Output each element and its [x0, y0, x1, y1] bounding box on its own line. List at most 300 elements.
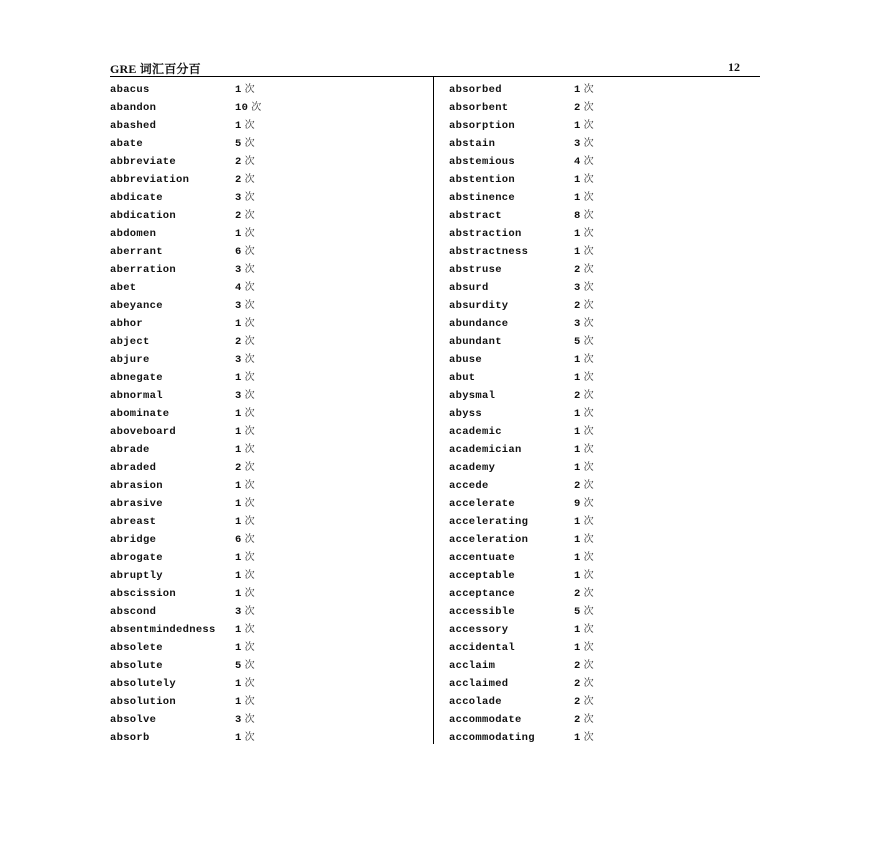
word-text: abbreviation — [110, 174, 190, 186]
count-number: 1 — [574, 552, 581, 564]
count-number: 2 — [574, 264, 581, 276]
count-number: 1 — [235, 516, 242, 528]
count-number: 2 — [574, 480, 581, 492]
occurrence-count — [574, 531, 594, 549]
word-text: acclaim — [449, 660, 496, 672]
word-text: abdicate — [110, 192, 163, 204]
count-number: 2 — [574, 102, 581, 114]
count-unit: 次 — [244, 498, 255, 509]
occurrence-count — [574, 261, 594, 279]
occurrence-count — [235, 315, 255, 333]
count-number: 5 — [235, 138, 242, 150]
word-text: abut — [449, 372, 476, 384]
count-unit: 次 — [583, 588, 594, 599]
count-number: 3 — [235, 192, 242, 204]
count-unit: 次 — [244, 354, 255, 365]
count-number: 1 — [235, 498, 242, 510]
count-unit: 次 — [244, 714, 255, 725]
count-unit: 次 — [583, 264, 594, 275]
word-text: aberration — [110, 264, 177, 276]
word-text: abrasive — [110, 498, 163, 510]
count-number: 1 — [235, 732, 242, 744]
count-number: 3 — [235, 300, 242, 312]
count-unit: 次 — [244, 174, 255, 185]
count-unit: 次 — [583, 696, 594, 707]
word-text: abhor — [110, 318, 144, 330]
count-unit: 次 — [583, 138, 594, 149]
count-number: 1 — [235, 570, 242, 582]
occurrence-count — [235, 261, 255, 279]
count-number: 2 — [235, 156, 242, 168]
occurrence-count — [574, 135, 594, 153]
count-unit: 次 — [583, 570, 594, 581]
count-unit: 次 — [583, 192, 594, 203]
occurrence-count — [574, 243, 594, 261]
word-text: absolute — [110, 660, 163, 672]
count-unit: 次 — [583, 390, 594, 401]
occurrence-count — [235, 117, 255, 135]
word-text: abjure — [110, 354, 150, 366]
word-text: abstinence — [449, 192, 516, 204]
count-unit: 次 — [244, 570, 255, 581]
word-text: abysmal — [449, 390, 496, 402]
occurrence-count — [235, 369, 255, 387]
count-number: 1 — [574, 192, 581, 204]
count-unit: 次 — [244, 192, 255, 203]
count-unit: 次 — [583, 372, 594, 383]
count-number: 1 — [574, 174, 581, 186]
word-text: abraded — [110, 462, 157, 474]
occurrence-count — [235, 567, 255, 585]
count-unit: 次 — [583, 498, 594, 509]
word-text: absurdity — [449, 300, 509, 312]
count-number: 3 — [235, 264, 242, 276]
count-unit: 次 — [251, 102, 262, 113]
word-text: academy — [449, 462, 496, 474]
word-text: abbreviate — [110, 156, 177, 168]
count-unit: 次 — [583, 120, 594, 131]
page-header — [110, 60, 760, 77]
word-text: abrade — [110, 444, 150, 456]
count-unit: 次 — [583, 408, 594, 419]
word-text: abeyance — [110, 300, 163, 312]
count-number: 2 — [574, 714, 581, 726]
count-unit: 次 — [583, 642, 594, 653]
count-number: 5 — [574, 606, 581, 618]
count-unit: 次 — [583, 444, 594, 455]
word-text: abscission — [110, 588, 177, 600]
count-unit: 次 — [583, 516, 594, 527]
occurrence-count — [574, 585, 594, 603]
count-unit: 次 — [244, 390, 255, 401]
count-unit: 次 — [244, 660, 255, 671]
count-unit: 次 — [583, 336, 594, 347]
count-unit: 次 — [583, 174, 594, 185]
occurrence-count — [235, 639, 255, 657]
occurrence-count — [235, 621, 255, 639]
count-number: 9 — [574, 498, 581, 510]
word-text: absolve — [110, 714, 157, 726]
count-number: 1 — [574, 570, 581, 582]
count-unit: 次 — [244, 84, 255, 95]
count-number: 1 — [574, 120, 581, 132]
occurrence-count — [235, 441, 255, 459]
occurrence-count — [235, 351, 255, 369]
occurrence-count — [574, 567, 594, 585]
count-unit: 次 — [244, 426, 255, 437]
occurrence-count — [574, 387, 594, 405]
occurrence-count — [235, 711, 255, 729]
count-unit: 次 — [583, 318, 594, 329]
word-text: abridge — [110, 534, 157, 546]
occurrence-count — [574, 81, 594, 99]
count-number: 10 — [235, 102, 249, 114]
count-number: 1 — [235, 120, 242, 132]
count-number: 5 — [574, 336, 581, 348]
word-text: abyss — [449, 408, 483, 420]
word-text: abstain — [449, 138, 496, 150]
count-unit: 次 — [244, 534, 255, 545]
occurrence-count — [235, 333, 255, 351]
word-text: absolution — [110, 696, 177, 708]
occurrence-count — [574, 207, 594, 225]
occurrence-count — [574, 459, 594, 477]
count-unit: 次 — [583, 534, 594, 545]
count-unit: 次 — [583, 300, 594, 311]
count-number: 3 — [574, 318, 581, 330]
count-unit: 次 — [244, 642, 255, 653]
word-text: abashed — [110, 120, 157, 132]
count-unit: 次 — [244, 516, 255, 527]
count-number: 1 — [574, 516, 581, 528]
count-unit: 次 — [583, 84, 594, 95]
occurrence-count — [574, 675, 594, 693]
word-text: absurd — [449, 282, 489, 294]
occurrence-count — [574, 333, 594, 351]
occurrence-count — [574, 693, 594, 711]
occurrence-count — [574, 297, 594, 315]
word-text: absorbed — [449, 84, 502, 96]
word-text: academician — [449, 444, 522, 456]
occurrence-count — [574, 603, 594, 621]
count-number: 4 — [574, 156, 581, 168]
occurrence-count — [574, 117, 594, 135]
count-number: 1 — [574, 642, 581, 654]
word-text: accessible — [449, 606, 516, 618]
word-text: abstract — [449, 210, 502, 222]
word-text: accolade — [449, 696, 502, 708]
word-text: abstractness — [449, 246, 529, 258]
count-unit: 次 — [244, 480, 255, 491]
word-text: abruptly — [110, 570, 163, 582]
count-number: 1 — [574, 732, 581, 744]
occurrence-count — [574, 441, 594, 459]
word-text: acceptance — [449, 588, 516, 600]
count-number: 1 — [574, 426, 581, 438]
count-number: 2 — [235, 174, 242, 186]
count-unit: 次 — [244, 732, 255, 743]
word-text: accelerate — [449, 498, 516, 510]
occurrence-count — [574, 189, 594, 207]
occurrence-count — [574, 171, 594, 189]
count-number: 4 — [235, 282, 242, 294]
count-unit: 次 — [244, 228, 255, 239]
count-unit: 次 — [244, 336, 255, 347]
count-unit: 次 — [244, 300, 255, 311]
page-number: 12 — [728, 60, 740, 74]
word-text: absentmindedness — [110, 624, 216, 636]
occurrence-count — [574, 369, 594, 387]
count-number: 1 — [235, 228, 242, 240]
count-unit: 次 — [244, 408, 255, 419]
word-text: abscond — [110, 606, 157, 618]
occurrence-count — [574, 99, 594, 117]
count-unit: 次 — [244, 138, 255, 149]
word-text: academic — [449, 426, 502, 438]
count-unit: 次 — [583, 246, 594, 257]
count-unit: 次 — [583, 156, 594, 167]
word-text: acceleration — [449, 534, 529, 546]
word-text: accede — [449, 480, 489, 492]
occurrence-count — [235, 99, 262, 117]
occurrence-count — [235, 171, 255, 189]
occurrence-count — [574, 729, 594, 747]
occurrence-count — [574, 621, 594, 639]
occurrence-count — [235, 549, 255, 567]
count-unit: 次 — [583, 426, 594, 437]
count-number: 1 — [574, 444, 581, 456]
occurrence-count — [235, 387, 255, 405]
count-unit: 次 — [583, 354, 594, 365]
occurrence-count — [574, 639, 594, 657]
count-number: 2 — [574, 696, 581, 708]
count-unit: 次 — [244, 462, 255, 473]
word-text: acclaimed — [449, 678, 509, 690]
count-number: 2 — [235, 462, 242, 474]
occurrence-count — [574, 711, 594, 729]
count-number: 3 — [235, 390, 242, 402]
word-text: accommodating — [449, 732, 535, 744]
count-number: 1 — [235, 444, 242, 456]
count-number: 5 — [235, 660, 242, 672]
occurrence-count — [235, 153, 255, 171]
occurrence-count — [574, 657, 594, 675]
count-unit: 次 — [244, 120, 255, 131]
count-number: 2 — [574, 678, 581, 690]
word-text: abuse — [449, 354, 483, 366]
count-number: 3 — [235, 354, 242, 366]
count-unit: 次 — [244, 678, 255, 689]
word-text: absorb — [110, 732, 150, 744]
word-text: accidental — [449, 642, 516, 654]
word-text: accentuate — [449, 552, 516, 564]
occurrence-count — [235, 279, 255, 297]
count-unit: 次 — [244, 210, 255, 221]
count-number: 1 — [574, 372, 581, 384]
count-number: 1 — [574, 408, 581, 420]
count-number: 2 — [235, 336, 242, 348]
count-number: 8 — [574, 210, 581, 222]
word-text: abate — [110, 138, 144, 150]
count-number: 2 — [574, 390, 581, 402]
count-number: 3 — [235, 714, 242, 726]
count-unit: 次 — [583, 210, 594, 221]
count-number: 1 — [574, 84, 581, 96]
word-text: absolete — [110, 642, 163, 654]
count-number: 1 — [235, 408, 242, 420]
occurrence-count — [235, 297, 255, 315]
occurrence-count — [574, 153, 594, 171]
count-unit: 次 — [244, 444, 255, 455]
occurrence-count — [574, 279, 594, 297]
occurrence-count — [235, 693, 255, 711]
occurrence-count — [574, 477, 594, 495]
word-text: abandon — [110, 102, 157, 114]
word-text: abreast — [110, 516, 157, 528]
word-text: absorbent — [449, 102, 509, 114]
word-text: abet — [110, 282, 137, 294]
count-number: 1 — [235, 426, 242, 438]
word-text: abrasion — [110, 480, 163, 492]
word-text: aberrant — [110, 246, 163, 258]
occurrence-count — [574, 405, 594, 423]
word-text: abundance — [449, 318, 509, 330]
count-unit: 次 — [583, 660, 594, 671]
word-text: abnormal — [110, 390, 163, 402]
occurrence-count — [235, 477, 255, 495]
count-unit: 次 — [244, 282, 255, 293]
count-number: 1 — [235, 480, 242, 492]
word-text: absorption — [449, 120, 516, 132]
count-number: 1 — [235, 552, 242, 564]
count-unit: 次 — [244, 156, 255, 167]
count-unit: 次 — [583, 480, 594, 491]
count-number: 1 — [574, 246, 581, 258]
word-text: abstruse — [449, 264, 502, 276]
occurrence-count — [235, 135, 255, 153]
count-number: 1 — [235, 696, 242, 708]
word-text: abstemious — [449, 156, 516, 168]
occurrence-count — [235, 243, 255, 261]
count-number: 1 — [235, 372, 242, 384]
count-number: 1 — [574, 534, 581, 546]
occurrence-count — [235, 459, 255, 477]
word-text: abacus — [110, 84, 150, 96]
occurrence-count — [235, 513, 255, 531]
count-number: 2 — [574, 588, 581, 600]
count-unit: 次 — [244, 318, 255, 329]
page-title: GRE 词汇百分百 — [110, 62, 201, 76]
count-number: 1 — [235, 588, 242, 600]
count-number: 3 — [574, 282, 581, 294]
occurrence-count — [235, 225, 255, 243]
count-number: 3 — [235, 606, 242, 618]
occurrence-count — [574, 315, 594, 333]
count-number: 1 — [235, 678, 242, 690]
word-text: abdomen — [110, 228, 157, 240]
occurrence-count — [235, 207, 255, 225]
occurrence-count — [235, 423, 255, 441]
word-text: abrogate — [110, 552, 163, 564]
occurrence-count — [235, 531, 255, 549]
count-number: 2 — [574, 300, 581, 312]
occurrence-count — [574, 513, 594, 531]
word-text: absolutely — [110, 678, 177, 690]
count-number: 1 — [235, 624, 242, 636]
count-number: 2 — [574, 660, 581, 672]
count-number: 1 — [574, 624, 581, 636]
occurrence-count — [235, 675, 255, 693]
count-unit: 次 — [583, 228, 594, 239]
count-number: 1 — [235, 318, 242, 330]
count-unit: 次 — [244, 606, 255, 617]
occurrence-count — [235, 729, 255, 747]
word-text: abstention — [449, 174, 516, 186]
count-number: 1 — [235, 84, 242, 96]
column-divider — [433, 77, 434, 744]
word-text: abominate — [110, 408, 170, 420]
count-unit: 次 — [244, 588, 255, 599]
count-number: 1 — [574, 462, 581, 474]
word-text: acceptable — [449, 570, 516, 582]
word-text: aboveboard — [110, 426, 177, 438]
count-number: 3 — [574, 138, 581, 150]
occurrence-count — [235, 189, 255, 207]
word-text: abstraction — [449, 228, 522, 240]
word-text: abject — [110, 336, 150, 348]
count-unit: 次 — [583, 552, 594, 563]
occurrence-count — [235, 657, 255, 675]
count-unit: 次 — [583, 714, 594, 725]
count-unit: 次 — [244, 372, 255, 383]
word-text: abnegate — [110, 372, 163, 384]
count-unit: 次 — [244, 264, 255, 275]
occurrence-count — [574, 225, 594, 243]
count-unit: 次 — [583, 732, 594, 743]
count-number: 6 — [235, 534, 242, 546]
count-number: 1 — [235, 642, 242, 654]
word-text: accommodate — [449, 714, 522, 726]
count-unit: 次 — [583, 462, 594, 473]
occurrence-count — [574, 351, 594, 369]
word-text: accelerating — [449, 516, 529, 528]
occurrence-count — [235, 495, 255, 513]
count-unit: 次 — [244, 696, 255, 707]
count-number: 2 — [235, 210, 242, 222]
word-text: accessory — [449, 624, 509, 636]
occurrence-count — [235, 603, 255, 621]
count-unit: 次 — [583, 606, 594, 617]
count-unit: 次 — [583, 624, 594, 635]
occurrence-count — [574, 549, 594, 567]
count-number: 1 — [574, 228, 581, 240]
count-unit: 次 — [244, 246, 255, 257]
occurrence-count — [235, 585, 255, 603]
occurrence-count — [235, 81, 255, 99]
word-text: abdication — [110, 210, 177, 222]
occurrence-count — [574, 495, 594, 513]
count-unit: 次 — [583, 678, 594, 689]
count-unit: 次 — [583, 102, 594, 113]
count-unit: 次 — [244, 624, 255, 635]
occurrence-count — [235, 405, 255, 423]
occurrence-count — [574, 423, 594, 441]
count-unit: 次 — [244, 552, 255, 563]
count-unit: 次 — [583, 282, 594, 293]
count-number: 6 — [235, 246, 242, 258]
count-number: 1 — [574, 354, 581, 366]
word-text: abundant — [449, 336, 502, 348]
